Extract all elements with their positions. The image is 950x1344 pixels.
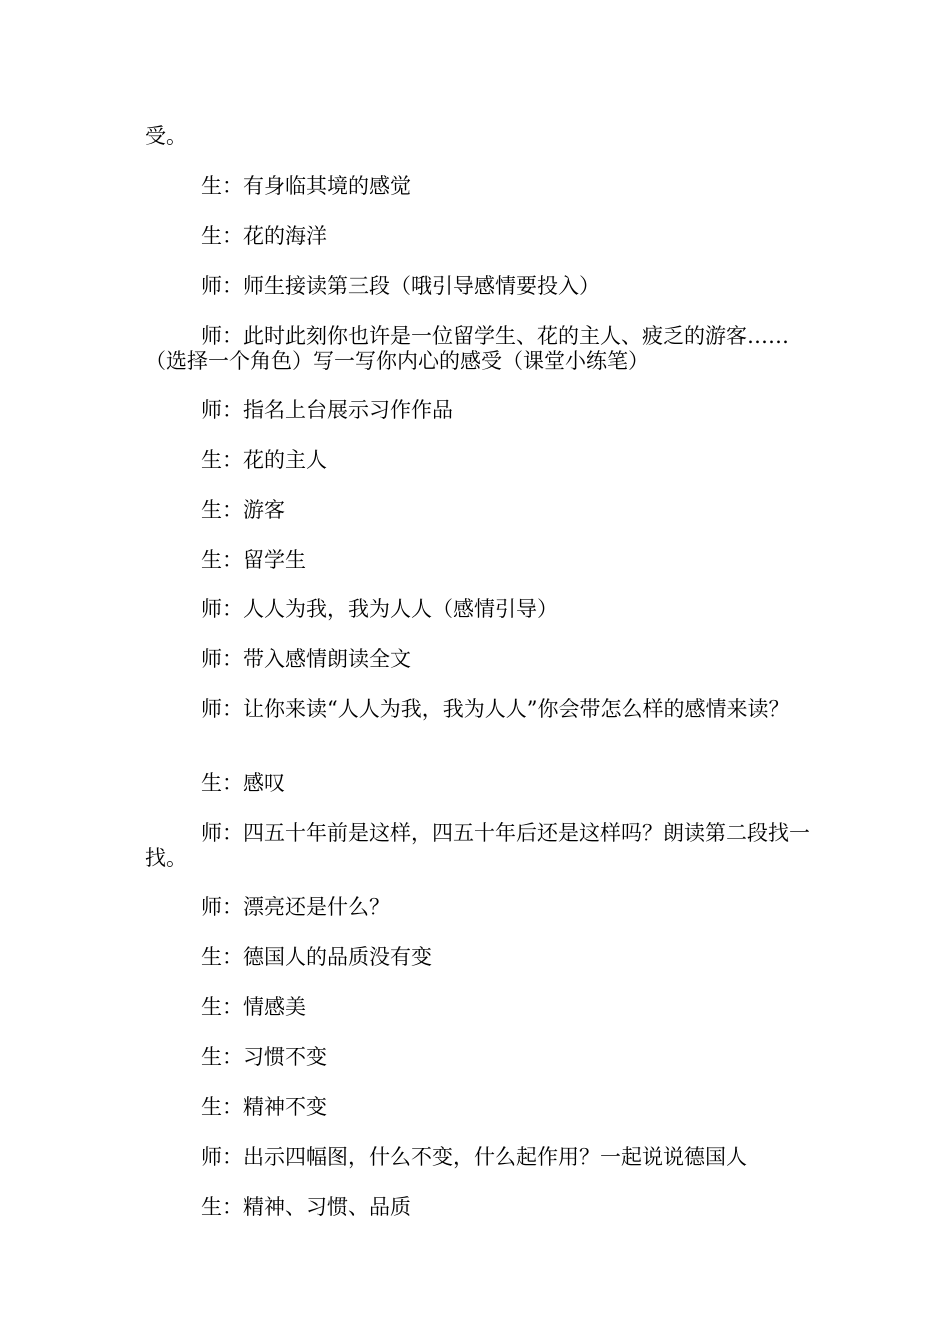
paragraph: 师：师生接读第三段（哦引导感情要投入） [201,274,600,298]
paragraph: 生：精神、习惯、品质 [201,1195,411,1219]
paragraph: 师：四五十年前是这样，四五十年后还是这样吗？朗读第二段找一找。 [145,821,810,870]
paragraph: 师：此时此刻你也许是一位留学生、花的主人、疲乏的游客……（选择一个角色）写一写你内心的感受（课堂小练笔） [145,324,789,373]
paragraph: 师：漂亮还是什么？ [201,895,390,919]
paragraph: 师：指名上台展示习作作品 [201,398,453,422]
paragraph: 生：情感美 [201,995,306,1019]
paragraph: 师：让你来读“人人为我，我为人人”你会带怎么样的感情来读？ [201,697,790,721]
paragraph: 生：花的海洋 [201,224,327,248]
paragraph: 生：习惯不变 [201,1045,327,1069]
paragraph-continuation: 受。 [145,124,187,148]
paragraph: 生：有身临其境的感觉 [201,174,411,198]
paragraph: 生：感叹 [201,771,285,795]
paragraph: 师：出示四幅图，什么不变，什么起作用？一起说说德国人 [201,1145,747,1169]
paragraph: 生：精神不变 [201,1095,327,1119]
paragraph: 生：游客 [201,498,285,522]
paragraph: 生：德国人的品质没有变 [201,945,432,969]
paragraph: 生：花的主人 [201,448,327,472]
paragraph: 师：带入感情朗读全文 [201,647,411,671]
paragraph: 师：人人为我，我为人人（感情引导） [201,597,558,621]
paragraph: 生：留学生 [201,548,306,572]
